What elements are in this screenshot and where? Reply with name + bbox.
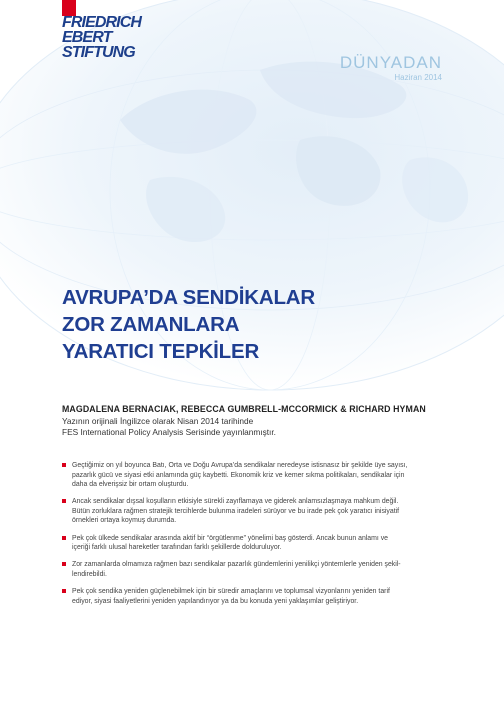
bullet-line: Pek çok sendika yeniden güçlenebilmek için bir süredir amaçlarını ve toplumsal vizyonlarını yeniden tarif bbox=[72, 587, 390, 595]
bullet-line: Geçtiğimiz on yıl boyunca Batı, Orta ve Doğu Avrupa’da sendikalar neredeyse istisnasız bir şekilde üye sayısı, bbox=[72, 462, 408, 469]
bullet-line: Pek çok ülkede sendikalar arasında aktif bir “örgütlenme” yönelimi baş gösterdi. Ancak bunun anlamı ve bbox=[72, 534, 388, 542]
bullet-line: içeriği farklı ulusal hareketler tarafından farklı şekillerde dolduruluyor. bbox=[72, 544, 282, 552]
bullet-item bbox=[62, 461, 446, 490]
publication-note bbox=[62, 416, 276, 438]
bullet-square-icon bbox=[62, 562, 66, 566]
bullet-square-icon bbox=[62, 463, 66, 467]
bullet-line: daha da elverişsiz bir ortam oluşturdu. bbox=[72, 481, 189, 489]
title-line-3: YARATICI TEPKİLER bbox=[62, 340, 260, 363]
series-title: DÜNYADAN bbox=[339, 53, 442, 72]
series-date: Haziran 2014 bbox=[394, 73, 442, 82]
bullet-line: lendirebildi. bbox=[72, 570, 107, 578]
bullet-line: pazarlık gücü ve siyasi etki anlamında güç kaybetti. Ekonomik kriz ve kemer sıkma politikaları, sendikalar için bbox=[72, 471, 405, 479]
logo-line-1: FRIEDRICH bbox=[62, 14, 142, 31]
bullet-square-icon bbox=[62, 536, 66, 540]
bullet-line: Ancak sendikalar dışsal koşulların etkisiyle sürekli zayıflamaya ve giderek anlamsızlaşmaya mahkum değil. bbox=[72, 498, 399, 506]
title-line-2: ZOR ZAMANLARA bbox=[62, 313, 240, 336]
series-label bbox=[340, 54, 442, 83]
bullet-item bbox=[62, 560, 446, 579]
publication-note-line-1: Yazının orijinali İngilizce olarak Nisan 2014 tarihinde bbox=[62, 416, 254, 426]
bullet-line: Zor zamanlarda olmamıza rağmen bazı sendikalar pazarlık gündemlerini yenilikçi yöntemlerle yeniden şekil- bbox=[72, 561, 401, 569]
bullet-line: ediyor, siyasi faaliyetlerini yeniden yapılandırıyor ya da bu konuda yeni yaklaşımlar geliştiriyor. bbox=[72, 597, 359, 605]
summary-bullets bbox=[62, 461, 446, 614]
authors: MAGDALENA BERNACIAK, REBECCA GUMBRELL-MCCORMICK & RICHARD HYMAN bbox=[62, 404, 426, 414]
fes-logo bbox=[62, 15, 141, 60]
bullet-line: örnekleri ortaya koymuş durumda. bbox=[72, 517, 177, 525]
bullet-item bbox=[62, 497, 446, 526]
document-title bbox=[62, 284, 315, 365]
bullet-item bbox=[62, 534, 446, 553]
bullet-square-icon bbox=[62, 499, 66, 503]
bullet-item bbox=[62, 587, 446, 606]
bullet-square-icon bbox=[62, 589, 66, 593]
publication-note-line-2: FES International Policy Analysis Serisinde yayınlanmıştır. bbox=[62, 427, 276, 437]
logo-line-3: STIFTUNG bbox=[62, 44, 135, 61]
bullet-line: Bütün zorluklara rağmen stratejik tercihlerde bulunma iradeleri sürüyor ve bu irade pek çok yaratıcı inisiyatif bbox=[72, 507, 400, 515]
title-line-1: AVRUPA’DA SENDİKALAR bbox=[62, 286, 316, 309]
logo-line-2: EBERT bbox=[62, 29, 112, 46]
